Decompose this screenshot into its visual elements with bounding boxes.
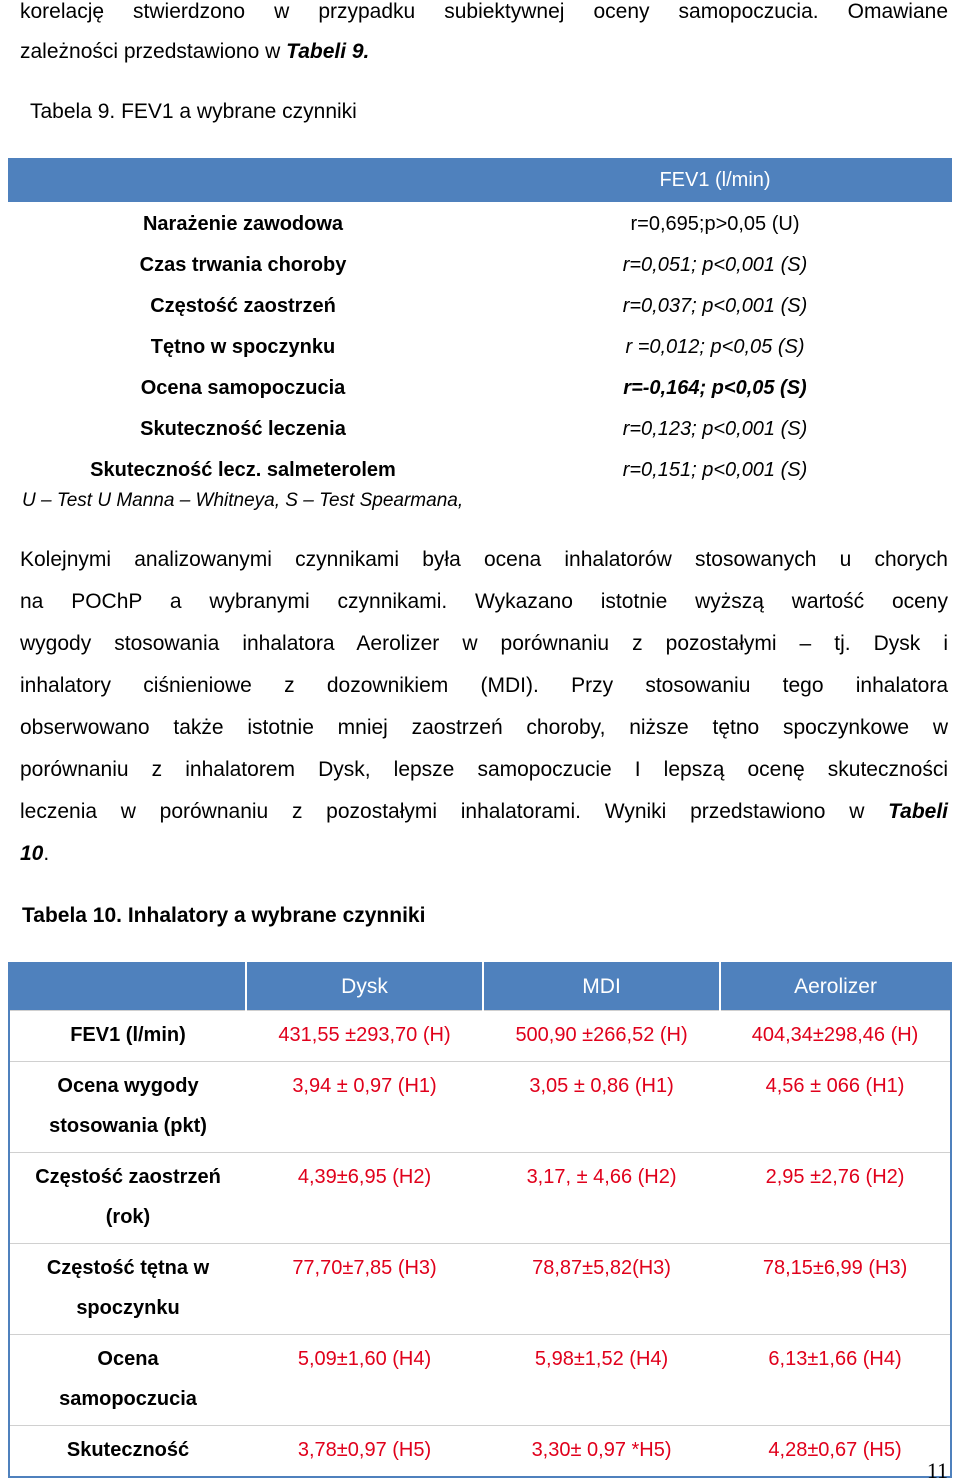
table10-cell: 4,39±6,95 (H2) xyxy=(246,1153,483,1244)
table-row xyxy=(9,1335,951,1426)
paragraph-line: na POChP a wybranymi czynnikami. Wykazano istotnie wyższą wartość oceny xyxy=(20,590,948,613)
table10-label-line: samopoczucia xyxy=(59,1388,197,1410)
paragraph-line: Kolejnymi analizowanymi czynnikami była ocena inhalatorów stosowanych u chorych xyxy=(20,548,948,571)
intro-table-ref: Tabeli 9. xyxy=(286,40,370,63)
table9-row-value: r=0,123; p<0,001 (S) xyxy=(622,418,808,440)
table9-header-row xyxy=(8,158,952,203)
table10-cell: 77,70±7,85 (H3) xyxy=(246,1244,483,1335)
paragraph-line: obserwowano także istotnie mniej zaostrzeń choroby, niższe tętno spoczynkowe w xyxy=(20,716,948,739)
table-row xyxy=(8,409,952,450)
table-row xyxy=(9,1062,951,1153)
paragraph-line: wygody stosowania inhalatora Aerolizer w porównaniu z pozostałymi – tj. Dysk i xyxy=(20,632,948,655)
table10-cell: 3,78±0,97 (H5) xyxy=(246,1426,483,1478)
table9-footnote: U – Test U Manna – Whitneya, S – Test Spearmana, xyxy=(22,490,464,511)
table9-row-label: Ocena samopoczucia xyxy=(140,377,346,399)
table10-row-label xyxy=(9,1153,246,1244)
table10-cell: 5,09±1,60 (H4) xyxy=(246,1335,483,1426)
table10-label-line: Skuteczność xyxy=(66,1439,190,1461)
table10-cell: 2,95 ±2,76 (H2) xyxy=(720,1153,951,1244)
table10 xyxy=(8,962,952,1478)
table10-row-label xyxy=(9,1062,246,1153)
table10-row-label xyxy=(9,1335,246,1426)
table10-caption: Tabela 10. Inhalatory a wybrane czynniki xyxy=(22,904,426,927)
table10-cell: 3,17, ± 4,66 (H2) xyxy=(483,1153,720,1244)
intro-line-1: korelację stwierdzono w przypadku subiektywnej oceny samopoczucia. Omawiane xyxy=(20,0,948,23)
table10-cell: 4,28±0,67 (H5) xyxy=(720,1426,951,1478)
paragraph-line: porównaniu z inhalatorem Dysk, lepsze samopoczucie I lepszą ocenę skuteczności xyxy=(20,758,948,781)
paragraph-ref-end: 10. xyxy=(20,842,50,865)
table9-header-fev1: FEV1 (l/min) xyxy=(478,158,952,203)
table10-cell: 3,05 ± 0,86 (H1) xyxy=(483,1062,720,1153)
table9-row-label: Skuteczność lecz. salmeterolem xyxy=(90,459,396,481)
table10-label-line: stosowania (pkt) xyxy=(49,1115,207,1137)
table10-cell: 404,34±298,46 (H) xyxy=(720,1011,951,1062)
table10-header-dysk: Dysk xyxy=(246,963,483,1011)
table9-row-value: r=-0,164; p<0,05 (S) xyxy=(623,377,807,399)
table9-row-label: Skuteczność leczenia xyxy=(140,418,346,440)
table10-cell: 431,55 ±293,70 (H) xyxy=(246,1011,483,1062)
table9-row-value: r=0,151; p<0,001 (S) xyxy=(622,459,808,481)
table9-row-label: Narażenie zawodowa xyxy=(142,213,344,235)
paragraph-line-with-ref xyxy=(20,800,948,824)
table10-header-mdi: MDI xyxy=(483,963,720,1011)
table-row xyxy=(8,368,952,409)
paragraph-table-ref: Tabeli xyxy=(888,800,948,823)
table-row xyxy=(9,1244,951,1335)
paragraph-line-text: leczenia w porównaniu z pozostałymi inhalatorami. Wyniki przedstawiono w xyxy=(20,800,889,823)
table10-label-line: FEV1 (l/min) xyxy=(70,1024,186,1046)
paragraph-table-ref-num: 10 xyxy=(20,842,44,865)
page-number: 11 xyxy=(926,1458,948,1483)
table10-cell: 500,90 ±266,52 (H) xyxy=(483,1011,720,1062)
table10-label-line: (rok) xyxy=(105,1206,151,1228)
table9-caption: Tabela 9. FEV1 a wybrane czynniki xyxy=(30,100,357,123)
table10-row-label xyxy=(9,1011,246,1062)
intro-line-2-text: zależności przedstawiono w xyxy=(20,40,287,63)
table10-cell: 6,13±1,66 (H4) xyxy=(720,1335,951,1426)
intro-line-2 xyxy=(20,40,369,64)
paragraph-line: inhalatory ciśnieniowe z dozownikiem (MDI). Przy stosowaniu tego inhalatora xyxy=(20,674,948,697)
table10-cell: 5,98±1,52 (H4) xyxy=(483,1335,720,1426)
table-row xyxy=(8,203,952,245)
table-row xyxy=(8,286,952,327)
table10-header-row xyxy=(9,963,951,1011)
table10-row-label xyxy=(9,1244,246,1335)
table10-label-line: Ocena wygody xyxy=(57,1075,199,1097)
table9-row-label: Czas trwania choroby xyxy=(139,254,347,276)
table10-header-aerolizer: Aerolizer xyxy=(720,963,951,1011)
table9 xyxy=(8,158,952,491)
table9-row-value: r=0,695;p>0,05 (U) xyxy=(630,213,800,235)
table10-header-empty xyxy=(9,963,246,1011)
table-row xyxy=(9,1011,951,1062)
table9-row-value: r =0,012; p<0,05 (S) xyxy=(625,336,805,358)
table10-cell: 3,30± 0,97 *H5) xyxy=(483,1426,720,1478)
table9-row-value: r=0,037; p<0,001 (S) xyxy=(622,295,808,317)
table9-row-label: Tętno w spoczynku xyxy=(150,336,336,358)
table-row xyxy=(9,1153,951,1244)
table9-row-value: r=0,051; p<0,001 (S) xyxy=(622,254,808,276)
table10-cell: 78,15±6,99 (H3) xyxy=(720,1244,951,1335)
table-row xyxy=(9,1426,951,1478)
table10-cell: 78,87±5,82(H3) xyxy=(483,1244,720,1335)
table-row xyxy=(8,450,952,491)
table10-label-line: Ocena xyxy=(97,1348,159,1370)
table10-cell: 3,94 ± 0,97 (H1) xyxy=(246,1062,483,1153)
table10-label-line: Częstość tętna w xyxy=(46,1257,210,1279)
table10-row-label xyxy=(9,1426,246,1478)
table10-cell: 4,56 ± 066 (H1) xyxy=(720,1062,951,1153)
table9-row-label: Częstość zaostrzeń xyxy=(150,295,336,317)
table-row xyxy=(8,245,952,286)
table10-label-line: spoczynku xyxy=(76,1297,180,1319)
table10-label-line: Częstość zaostrzeń xyxy=(35,1166,221,1188)
table-row xyxy=(8,327,952,368)
table9-header-empty xyxy=(8,158,478,203)
